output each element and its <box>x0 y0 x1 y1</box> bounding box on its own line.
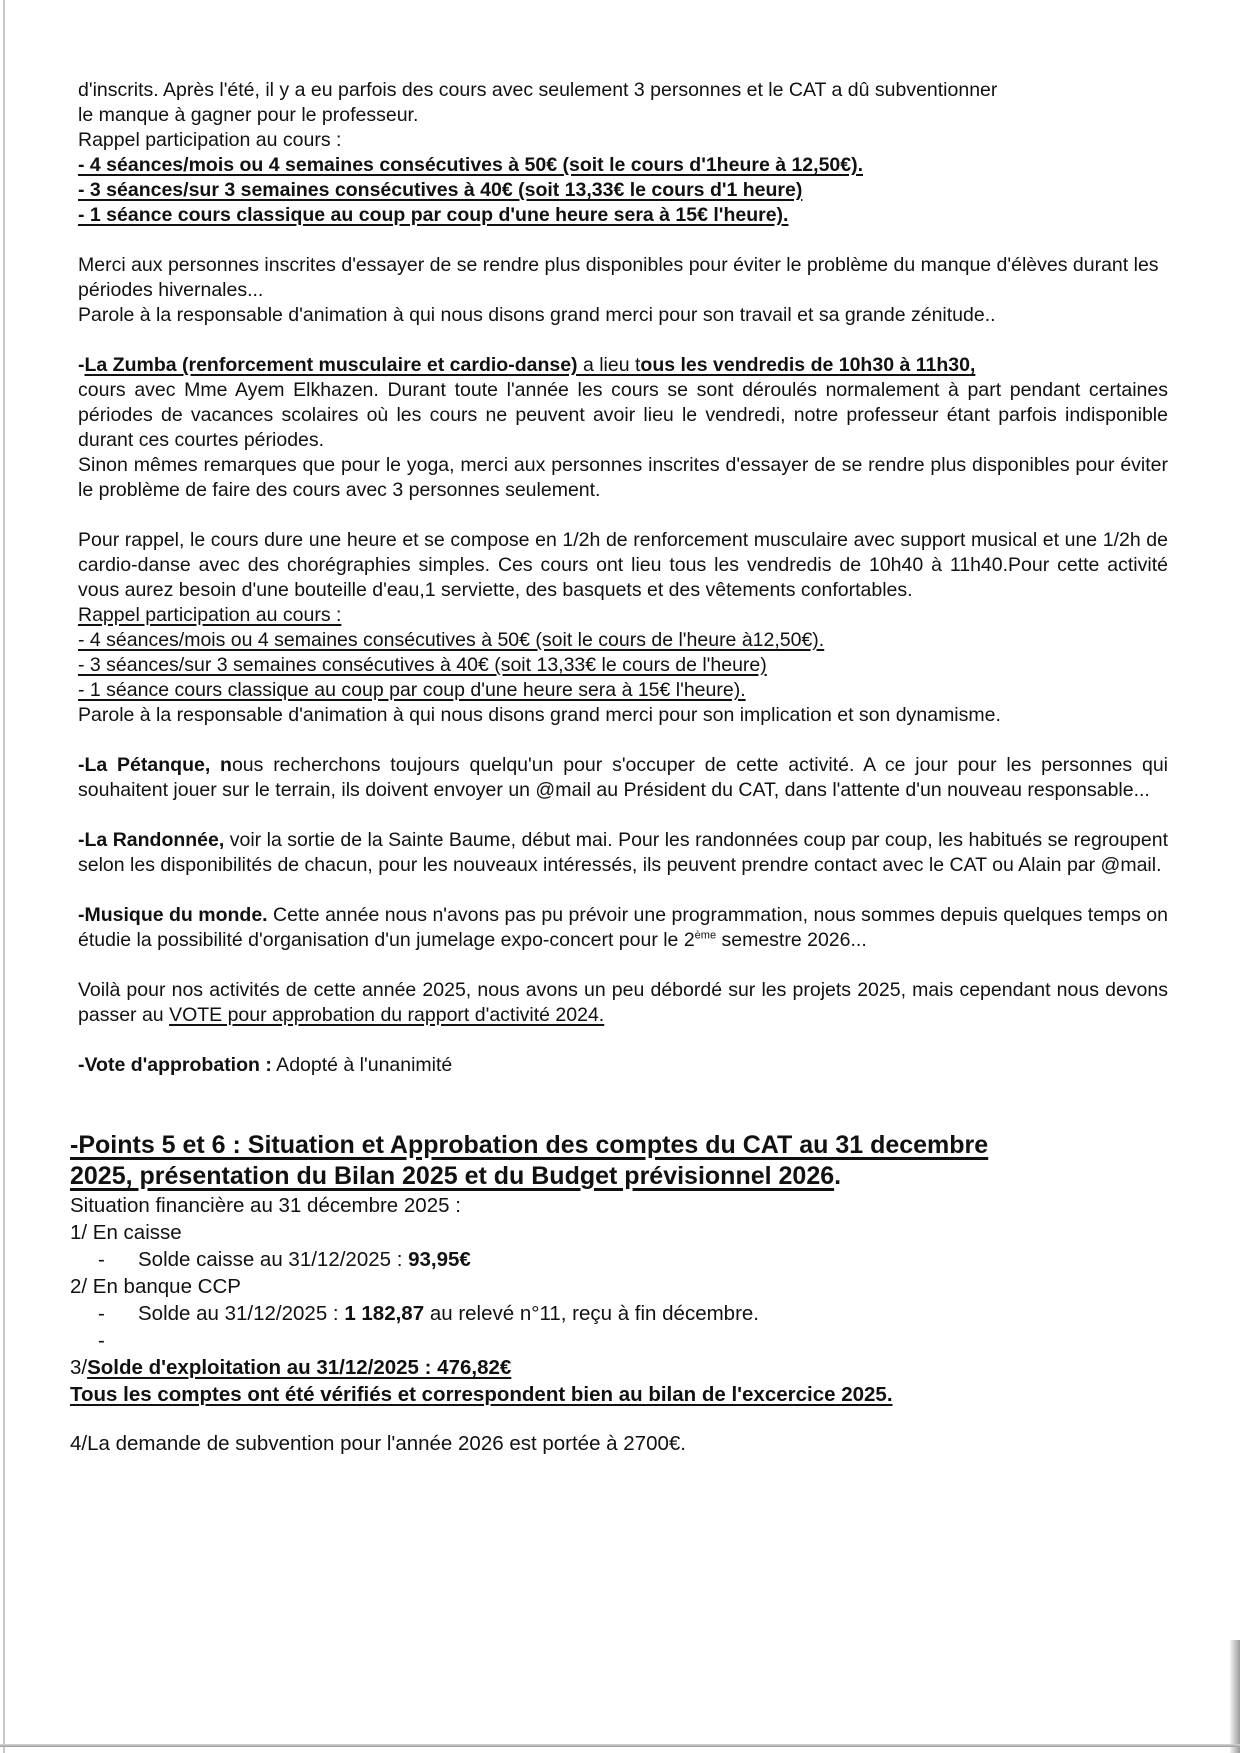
finances-exploitation-value: Solde d'exploitation au 31/12/2025 : 476,82€ <box>87 1356 512 1379</box>
finances-banque-item <box>70 1300 1168 1327</box>
yoga-tarif-3: - 1 séance cours classique au coup par coup d'une heure sera à 15€ l'heure). <box>78 204 789 226</box>
finances-caisse-text: Solde caisse au 31/12/2025 : <box>138 1248 409 1271</box>
randonnee-title: -La Randonnée, <box>78 829 225 851</box>
yoga-merci-1: Merci aux personnes inscrites d'essayer de se rendre plus disponibles pour éviter le problème du manque d'élèves durant les périodes hivernales... <box>78 254 1159 301</box>
finances-empty-item <box>70 1327 1168 1354</box>
finances-caisse-item <box>70 1246 1168 1273</box>
yoga-merci-2: Parole à la responsable d'animation à qui nous disons grand merci pour son travail et sa grande zénitude.. <box>78 304 996 326</box>
zumba-tarif-1: - 4 séances/mois ou 4 semaines consécutives à 50€ (soit le cours de l'heure à12,50€). <box>78 629 825 651</box>
yoga-tarif-2: - 3 séances/sur 3 semaines consécutives à 40€ (soit 13,33€ le cours d'1 heure) <box>78 179 803 201</box>
finances-caisse-label: 1/ En caisse <box>70 1221 182 1244</box>
musique-section <box>78 903 1168 953</box>
finances-heading-line2-text: 2025, présentation du Bilan 2025 et du Budget prévisionnel 2026 <box>70 1162 835 1190</box>
zumba-title: La Zumba (renforcement musculaire et cardio-danse) <box>84 354 578 376</box>
finances-heading-line1: -Points 5 et 6 : Situation et Approbation des comptes du CAT au 31 decembre <box>70 1131 989 1159</box>
zumba-para-1: cours avec Mme Ayem Elkhazen. Durant toute l'année les cours se sont déroulés normalement à part pendant certaines périodes de vacances scolaires où les cours ne peuvent avoir lieu le vendredi, notre professeur étant parfois indisponible durant ces courtes périodes. <box>78 379 1168 451</box>
finances-banque-label: 2/ En banque CCP <box>70 1275 241 1298</box>
bullet-dash: - <box>98 1329 105 1352</box>
finances-banque-text: Solde au 31/12/2025 : <box>138 1302 345 1325</box>
zumba-merci: Parole à la responsable d'animation à qui nous disons grand merci pour son implication et son dynamisme. <box>78 704 1001 726</box>
bullet-dash: - <box>98 1248 105 1271</box>
zumba-para-2: Sinon mêmes remarques que pour le yoga, merci aux personnes inscrites d'essayer de se rendre plus disponibles pour éviter le problème de faire des cours avec 3 personnes seulement. <box>78 454 1168 501</box>
conclusion <box>78 978 1168 1028</box>
finances-banque-suffix: au relevé n°11, reçu à fin décembre. <box>424 1302 759 1325</box>
finances-exploitation <box>70 1354 1168 1381</box>
musique-text-before: Cette année nous n'avons pas pu prévoir une programmation, nous sommes depuis quelques temps on étudie la possibilité d'organisation d'un jumelage expo-concert pour le 2 <box>78 904 1168 951</box>
petanque-title: -La Pétanque, n <box>78 754 232 776</box>
finances-verification: Tous les comptes ont été vérifiés et correspondent bien au bilan de l'excercice 2025. <box>70 1383 893 1406</box>
vote-label: -Vote d'approbation : <box>78 1054 272 1076</box>
conclusion-text: Voilà pour nos activités de cette année 2025, nous avons un peu débordé sur les projets 2025, mais cependant nous devons passer au <box>78 979 1168 1026</box>
petanque-section <box>78 753 1168 803</box>
petanque-text: ous recherchons toujours quelqu'un pour s'occuper de cette activité. A ce jour pour les personnes qui souhaitent jouer sur le terrain, ils doivent envoyer un @mail au Président du CAT, dans l'attente d'un nouveau responsable... <box>78 754 1168 801</box>
document-page <box>70 78 1168 1457</box>
zumba-comma: , <box>969 354 976 376</box>
scan-border-bottom <box>0 1744 1240 1747</box>
randonnee-text: voir la sortie de la Sainte Baume, début mai. Pour les randonnées coup par coup, les habitués se regroupent selon les disponibilités de chacun, pour les nouveaux intéressés, ils peuvent prendre contact avec le CAT ou Alain par @mail. <box>78 829 1168 876</box>
vote-result-text: Adopté à l'unanimité <box>271 1054 453 1076</box>
finances-subvention: 4/La demande de subvention pour l'année 2026 est portée à 2700€. <box>70 1432 686 1455</box>
randonnee-section <box>78 828 1168 878</box>
finances-heading-line2 <box>70 1161 1168 1192</box>
finances-exploitation-prefix: 3/ <box>70 1356 88 1379</box>
yoga-intro-line1: d'inscrits. Après l'été, il y a eu parfois des cours avec seulement 3 personnes et le CAT a dû subventionner <box>78 79 998 101</box>
zumba-middle: a lieu t <box>577 354 641 376</box>
zumba-para-3: Pour rappel, le cours dure une heure et se compose en 1/2h de renforcement musculaire avec support musical et une 1/2h de cardio-danse avec des chorégraphies simples. Ces cours ont lieu tous les vendredis de 10h40 à 11h40.Pour cette activité vous aurez besoin d'une bouteille d'eau,1 serviette, des basquets et des vêtements confortables. <box>78 529 1168 601</box>
finances-banque-value: 1 182,87 <box>344 1302 425 1325</box>
vote-rapport-link: VOTE pour approbation du rapport d'activité 2024. <box>169 1004 605 1026</box>
musique-sup: ème <box>694 929 717 942</box>
zumba-dash: - <box>78 354 85 376</box>
musique-text-after: semestre 2026... <box>716 929 867 951</box>
zumba-tarif-2: - 3 séances/sur 3 semaines consécutives à 40€ (soit 13,33€ le cours de l'heure) <box>78 654 767 676</box>
yoga-rappel-label: Rappel participation au cours : <box>78 129 342 151</box>
zumba-schedule: ous les vendredis de 10h30 à 11h30 <box>640 354 970 376</box>
zumba-rappel-label: Rappel participation au cours : <box>78 604 342 626</box>
yoga-tarif-1: - 4 séances/mois ou 4 semaines consécutives à 50€ (soit le cours d'1heure à 12,50€). <box>78 154 864 176</box>
zumba-heading <box>78 353 1168 378</box>
finances-situation: Situation financière au 31 décembre 2025 : <box>70 1194 461 1217</box>
vote-result <box>78 1053 1168 1078</box>
musique-title: -Musique du monde. <box>78 904 268 926</box>
yoga-intro-line2: le manque à gagner pour le professeur. <box>78 104 419 126</box>
scan-border-left <box>3 0 5 1753</box>
finances-caisse-value: 93,95€ <box>408 1248 471 1271</box>
scan-border-right <box>1230 1640 1240 1753</box>
bullet-dash: - <box>98 1302 105 1325</box>
zumba-tarif-3: - 1 séance cours classique au coup par coup d'une heure sera à 15€ l'heure). <box>78 679 746 701</box>
finances-heading-end: . <box>834 1162 842 1190</box>
